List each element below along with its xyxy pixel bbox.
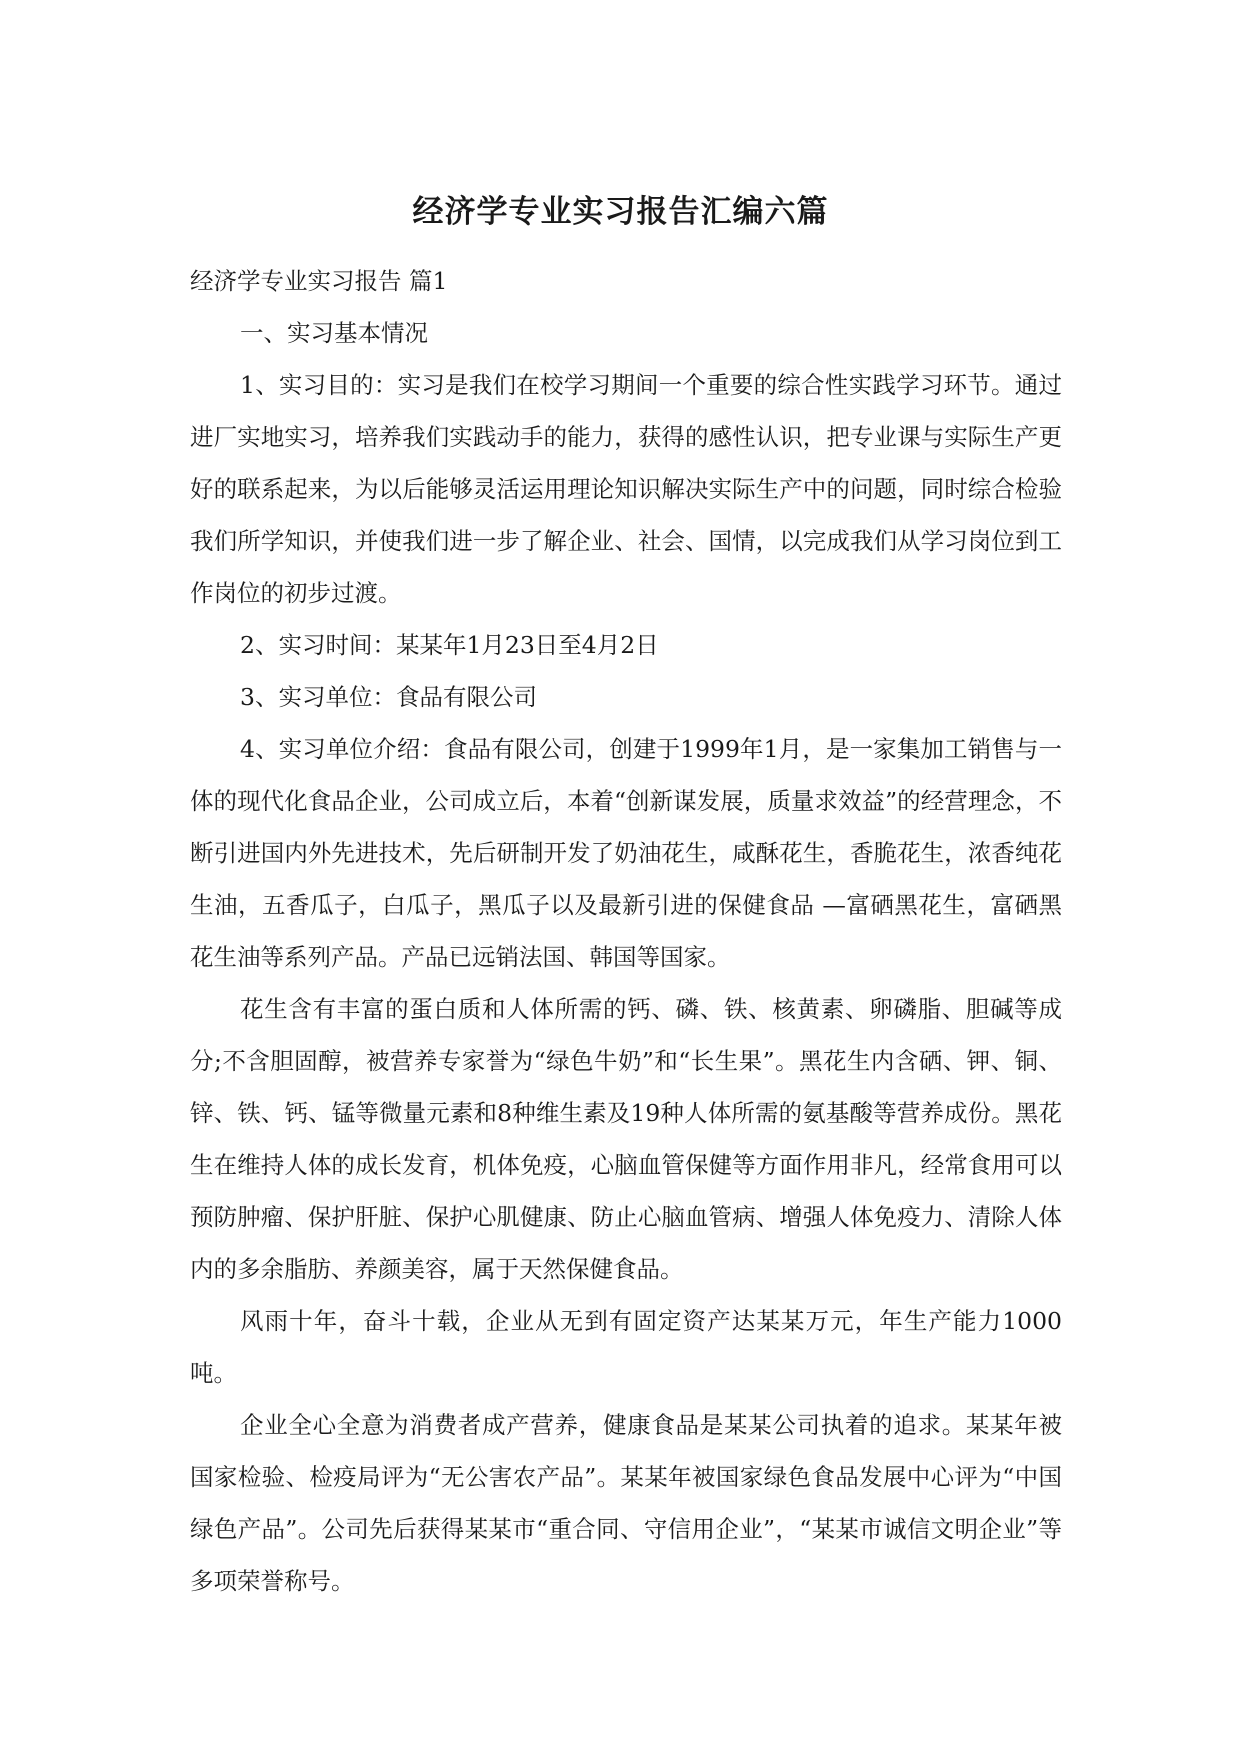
paragraph-unit: 3、实习单位：食品有限公司: [240, 683, 537, 711]
paragraph-ten-years: 风雨十年，奋斗十载，企业从无到有固定资产达某某万元，年生产能力1000吨。: [190, 1307, 1062, 1387]
document-body: [190, 255, 1062, 1607]
paragraph-purpose: 1、实习目的：实习是我们在校学习期间一个重要的综合性实践学习环节。通过进厂实地实习，培养我们实践动手的能力，获得的感性认识，把专业课与实际生产更好的联系起来，为以后能够灵活运用理论知识解决实际生产中的问题，同时综合检验我们所学知识，并使我们进一步了解企业、社会、国情，以完成我们从学习岗位到工作岗位的初步过渡。: [190, 371, 1062, 607]
paragraph-peanut: 花生含有丰富的蛋白质和人体所需的钙、磷、铁、核黄素、卵磷脂、胆碱等成分;不含胆固醇，被营养专家誉为“绿色牛奶”和“长生果”。黑花生内含硒、钾、铜、锌、铁、钙、锰等微量元素和8种维生素及19种人体所需的氨基酸等营养成份。黑花生在维持人体的成长发育，机体免疫，心脑血管保健等方面作用非凡，经常食用可以预防肿瘤、保护肝脏、保护心肌健康、防止心脑血管病、增强人体免疫力、清除人体内的多余脂肪、养颜美容，属于天然保健食品。: [190, 995, 1062, 1283]
section-subtitle: 经济学专业实习报告 篇1: [190, 267, 448, 295]
paragraph-time: 2、实习时间：某某年1月23日至4月2日: [240, 631, 659, 659]
document-title: 经济学专业实习报告汇编六篇: [412, 194, 829, 230]
section-heading-basic-info: 一、实习基本情况: [240, 319, 428, 347]
paragraph-honors: 企业全心全意为消费者成产营养，健康食品是某某公司执着的追求。某某年被国家检验、检疫局评为“无公害农产品”。某某年被国家绿色食品发展中心评为“中国绿色产品”。公司先后获得某某市“重合同、守信用企业”，“某某市诚信文明企业”等多项荣誉称号。: [190, 1411, 1062, 1595]
paragraph-unit-intro: 4、实习单位介绍：食品有限公司，创建于1999年1月，是一家集加工销售与一体的现代化食品企业，公司成立后，本着“创新谋发展，质量求效益”的经营理念，不断引进国内外先进技术，先后研制开发了奶油花生，咸酥花生，香脆花生，浓香纯花生油，五香瓜子，白瓜子，黑瓜子以及最新引进的保健食品 —富硒黑花生，富硒黑花生油等系列产品。产品已远销法国、韩国等国家。: [190, 735, 1062, 971]
